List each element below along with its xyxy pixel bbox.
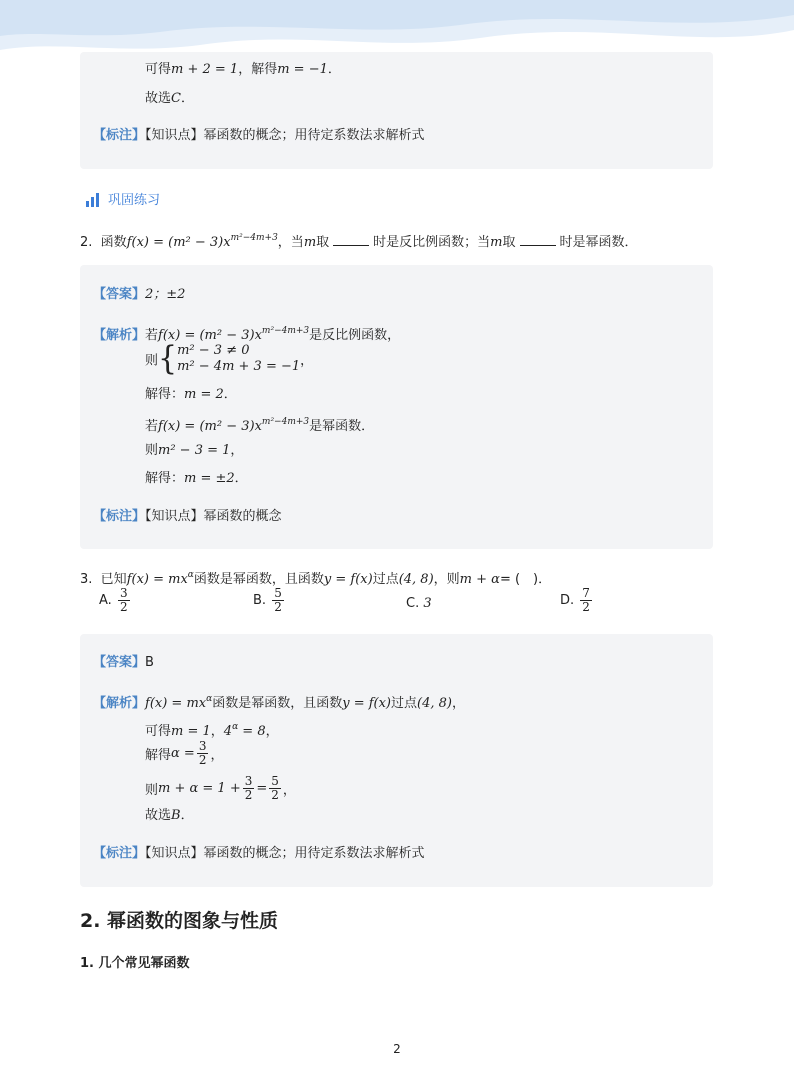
prev-line-1: 可得m + 2 = 1，解得m = −1． <box>145 62 341 77</box>
question-2: 2. 函数$f(x) = (m^2 - 3)x^{m^2-4m+3}$，当m取 时是反比例函数；当m取 时是幂函数． <box>80 233 638 250</box>
practice-heading: 巩固练习 <box>108 193 161 208</box>
prev-solution-box <box>80 52 713 169</box>
option-d[interactable]: D. $\frac{7}{2}$ <box>560 586 590 614</box>
answer-blank-1 <box>333 233 369 246</box>
q2-tag: 【标注】【知识点】幂函数的概念 <box>93 509 282 524</box>
q3-analysis-1: 【解析】$f(x) = mx^\alpha$函数是幂函数，且函数y = f(x)过点(4, 8)， <box>93 694 465 711</box>
option-c[interactable]: C. 3 <box>406 596 432 611</box>
header-wave-decoration <box>0 0 794 60</box>
q2-analysis-6: 解得：m = ±2． <box>145 471 248 486</box>
subsection-title: 1. 几个常见幂函数 <box>80 956 190 971</box>
q3-analysis-4: 则m + α = 1 + $\frac{3}{2}$ = $\frac{5}{2}$ ， <box>145 774 296 802</box>
option-a[interactable]: A. $\frac{3}{2}$ <box>99 586 128 614</box>
bar-chart-icon <box>86 193 100 207</box>
prev-line-2: 故选C． <box>145 91 194 106</box>
prev-tag: 【标注】【知识点】幂函数的概念；用待定系数法求解析式 <box>93 128 425 143</box>
q2-analysis-1: 【解析】若$f(x) = (m^2 - 3)x^{m^2-4m+3}$是反比例函数， <box>93 326 401 343</box>
question-3: 3. 已知$f(x) = mx^\alpha$函数是幂函数，且函数y = f(x)过点(4, 8)，则m + α= ( )． <box>80 570 552 587</box>
q2-analysis-4: 若$f(x) = (m^2 - 3)x^{m^2-4m+3}$是幂函数． <box>145 417 375 434</box>
page-number: 2 <box>393 1042 401 1056</box>
q3-analysis-2: 可得m = 1，$4^\alpha = 8$， <box>145 722 279 739</box>
q2-analysis-3: 解得：m = 2． <box>145 387 237 402</box>
q2-analysis-system: 则{ m² − 3 ≠ 0 m² − 4m + 3 = −1 ， <box>145 339 314 378</box>
q3-analysis-3: 解得α = $\frac{3}{2}$ ， <box>145 739 224 767</box>
section-title: 2. 幂函数的图象与性质 <box>80 910 279 932</box>
q2-answer: 【答案】2；±2 <box>93 287 186 302</box>
q2-solution-box <box>80 265 713 549</box>
q2-analysis-5: 则m² − 3 = 1， <box>145 443 244 458</box>
q3-solution-box <box>80 634 713 887</box>
answer-blank-2 <box>520 233 556 246</box>
option-b[interactable]: B. $\frac{5}{2}$ <box>253 586 282 614</box>
q3-analysis-5: 故选B． <box>145 808 194 823</box>
q3-tag: 【标注】【知识点】幂函数的概念；用待定系数法求解析式 <box>93 846 425 861</box>
q3-answer: 【答案】B <box>93 655 154 670</box>
